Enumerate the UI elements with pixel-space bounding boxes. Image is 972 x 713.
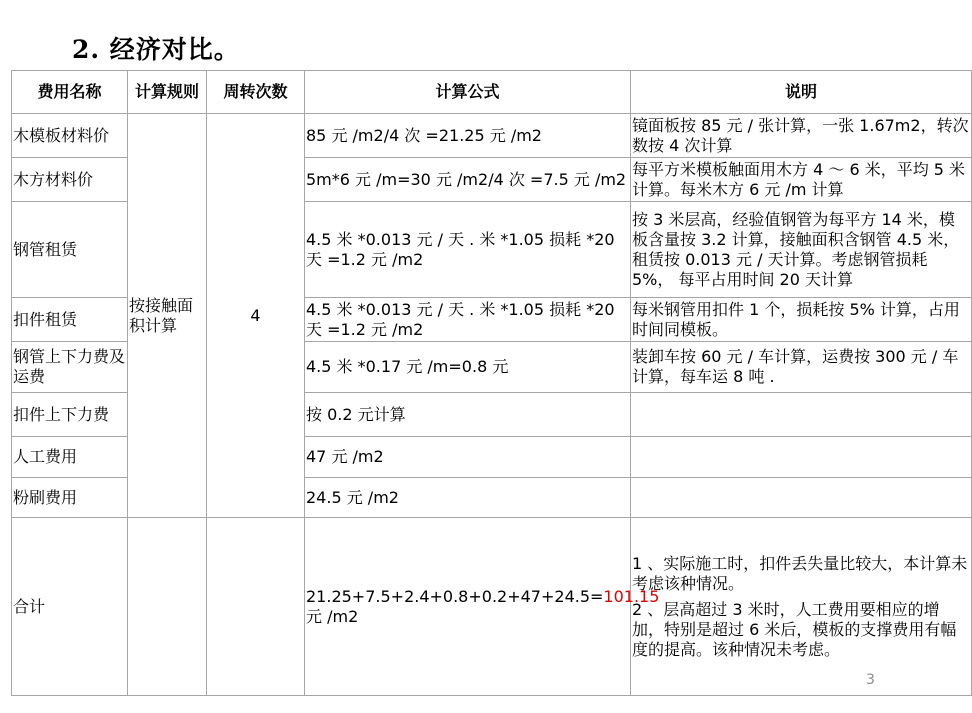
total-formula-suffix: 元 /m2: [306, 606, 359, 626]
row-name: 钢管上下力费及运费: [12, 342, 128, 393]
total-formula: [305, 518, 660, 696]
turnover-count-cell: 4: [207, 114, 305, 518]
row-note: 按 3 米层高，经验值钢管为每平方 14 米，模板含量按 3.2 计算，接触面积含钢管 4.5 米，租赁按 0.013 元 / 天计算。考虑钢管损耗 5%， 每平占用时间 20 天计算: [631, 202, 972, 298]
row-note: [631, 437, 972, 478]
row-formula: 4.5 米 *0.013 元 / 天 . 米 *1.05 损耗 *20 天 =1.2 元 /m2: [305, 298, 631, 342]
total-notes: [631, 518, 972, 696]
table-row: [12, 114, 972, 158]
total-value: 101.15: [603, 586, 660, 606]
row-formula: 47 元 /m2: [305, 437, 631, 478]
row-name: 钢管租赁: [12, 202, 128, 298]
header-turnover-count: 周转次数: [207, 71, 305, 114]
row-name: 粉刷费用: [12, 478, 128, 518]
row-note: [631, 393, 972, 437]
row-formula: 按 0.2 元计算: [305, 393, 631, 437]
total-note-1: 1 、实际施工时，扣件丢失量比较大，本计算未考虑该种情况。: [632, 553, 968, 593]
row-name: 木模板材料价: [12, 114, 128, 158]
table-header-row: [12, 71, 972, 114]
total-turnover-cell: [207, 518, 305, 696]
page-title: 2. 经济对比。: [72, 35, 240, 64]
row-name: 扣件上下力费: [12, 393, 128, 437]
row-formula: 24.5 元 /m2: [305, 478, 631, 518]
header-calc-rule: 计算规则: [128, 71, 207, 114]
row-note: 装卸车按 60 元 / 车计算，运费按 300 元 / 车计算，每车运 8 吨 .: [631, 342, 972, 393]
row-formula: 85 元 /m2/4 次 =21.25 元 /m2: [305, 114, 631, 158]
row-formula: 4.5 米 *0.013 元 / 天 . 米 *1.05 损耗 *20 天 =1.2 元 /m2: [305, 202, 631, 298]
row-note: 镜面板按 85 元 / 张计算，一张 1.67m2，转次数按 4 次计算: [631, 114, 972, 158]
calc-rule-cell: 按接触面积计算: [128, 114, 207, 518]
header-description: 说明: [631, 71, 972, 114]
row-name: 木方材料价: [12, 158, 128, 202]
total-calc-rule-cell: [128, 518, 207, 696]
header-formula: 计算公式: [305, 71, 631, 114]
row-note: [631, 478, 972, 518]
row-note: 每平方米模板触面用木方 4 ～ 6 米，平均 5 米计算。每米木方 6 元 /m 计算: [631, 158, 972, 202]
total-formula-prefix: 21.25+7.5+2.4+0.8+0.2+47+24.5=: [306, 586, 604, 606]
row-formula: 5m*6 元 /m=30 元 /m2/4 次 =7.5 元 /m2: [305, 158, 631, 202]
row-name: 扣件租赁: [12, 298, 128, 342]
header-cost-name: 费用名称: [12, 71, 128, 114]
row-note: 每米钢管用扣件 1 个，损耗按 5% 计算，占用时间同模板。: [631, 298, 972, 342]
total-name: 合计: [12, 518, 128, 696]
total-note-2: 2 、层高超过 3 米时，人工费用要相应的增加，特别是超过 6 米后，模板的支撑费用有幅度的提高。该种情况未考虑。: [632, 599, 957, 659]
row-name: 人工费用: [12, 437, 128, 478]
cost-comparison-table: [11, 70, 972, 696]
row-formula: 4.5 米 *0.17 元 /m=0.8 元: [305, 342, 631, 393]
total-row: [12, 518, 972, 696]
page-number: 3: [866, 672, 875, 688]
